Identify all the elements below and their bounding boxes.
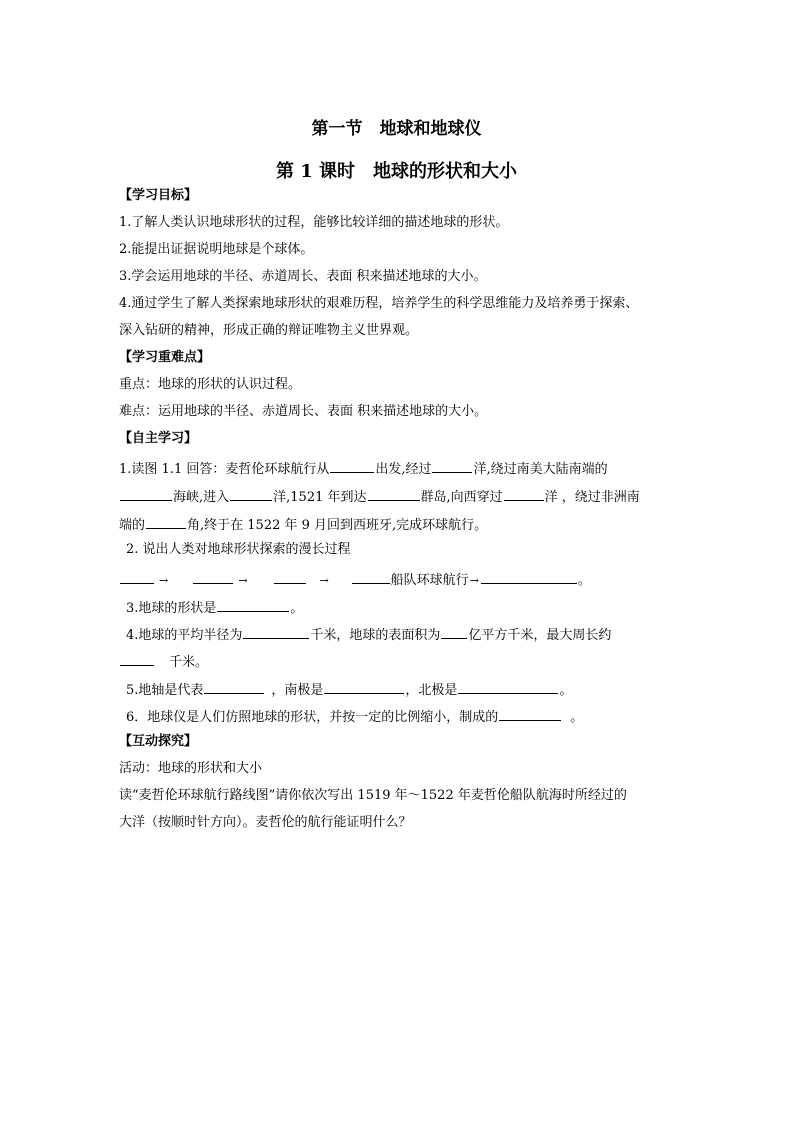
q5-blank-axis[interactable] — [204, 678, 264, 694]
q5-blank-north-pole[interactable] — [458, 678, 558, 694]
q1-blank-ocean-3[interactable] — [504, 485, 544, 501]
objective-4: 4.通过学生了解人类探索地球形状的艰难历程，培养学生的科学思维能力及培养勇于探索、 — [119, 296, 639, 311]
q1-text-a: 1.读图 1.1 回答：麦哲伦环球航行从 — [119, 462, 330, 477]
objective-3: 3.学会运用地球的半径、赤道周长、表面 积来描述地球的大小。 — [119, 269, 487, 284]
q1-text-h: 端的 — [119, 518, 146, 533]
q3-blank-shape[interactable] — [217, 596, 289, 612]
objective-4-cont: 深入钻研的精神，形成正确的辩证唯物主义世界观。 — [119, 323, 419, 338]
q1-text-g: 洋 ，绕过非洲南 — [544, 490, 640, 505]
q1-text-d: 海峡,进入 — [173, 490, 230, 505]
q1-blank-start[interactable] — [330, 457, 374, 473]
q1-text-f: 群岛,向西穿过 — [420, 490, 503, 505]
q4-text-c: 亿平方千米，最大周长约 — [468, 628, 612, 643]
q2-fleet-label: 船队环球航行 — [390, 573, 469, 588]
arrow-icon: → — [469, 574, 479, 587]
key-points-heading: 【学习重难点】 — [119, 350, 211, 365]
q2-blank-5[interactable] — [481, 568, 577, 584]
q2-blank-1[interactable] — [120, 568, 154, 584]
q6-text-b: 。 — [570, 710, 584, 725]
inquiry-heading: 【互动探究】 — [119, 734, 198, 749]
question-2: 2. 说出人类对地球形状探索的漫长过程 — [126, 542, 351, 557]
arrow-icon: → — [238, 574, 248, 587]
q1-text-c: 洋,绕过南美大陆南端的 — [473, 462, 608, 477]
question-4 — [126, 623, 611, 646]
self-study-heading: 【自主学习】 — [119, 431, 198, 446]
q2-end: 。 — [577, 573, 591, 588]
q6-blank-model[interactable] — [499, 705, 561, 721]
q1-text-i: 角,终于在 1522 年 9 月回到西班牙,完成环球航行。 — [187, 518, 488, 533]
question-1-line-2 — [119, 485, 640, 508]
q2-blank-3[interactable] — [274, 568, 306, 584]
q1-blank-islands[interactable] — [368, 485, 420, 501]
q2-blank-4[interactable] — [352, 568, 390, 584]
q4-blank-circumference[interactable] — [120, 650, 154, 666]
question-3 — [126, 596, 303, 619]
question-2-chain — [119, 568, 591, 591]
objective-2: 2.能提出证据说明地球是个球体。 — [119, 242, 314, 257]
q1-text-b: 出发,经过 — [375, 462, 432, 477]
objectives-heading: 【学习目标】 — [119, 188, 198, 203]
difficulty-point: 难点：运用地球的半径、赤道周长、表面 积来描述地球的大小。 — [119, 404, 488, 419]
q4-blank-radius[interactable] — [243, 623, 309, 639]
q1-blank-cape[interactable] — [146, 513, 186, 529]
question-1-line-1 — [119, 457, 608, 480]
q4-text-b: 千米，地球的表面积为 — [310, 628, 441, 643]
arrow-icon: → — [319, 574, 329, 587]
inquiry-question-line-2: 大洋（按顺时针方向）。麦哲伦的航行能证明什么？ — [119, 815, 412, 830]
question-4-cont — [119, 650, 208, 673]
q1-blank-strait[interactable] — [120, 485, 172, 501]
question-5 — [126, 678, 572, 701]
focus-point: 重点：地球的形状的认识过程。 — [119, 377, 302, 392]
q5-text-b: ，南极是 — [271, 683, 324, 698]
q2-blank-2[interactable] — [193, 568, 233, 584]
arrow-icon: → — [159, 574, 169, 587]
q4-text-d: 千米。 — [169, 655, 209, 670]
q1-blank-ocean-2[interactable] — [230, 485, 272, 501]
q5-text-a: 5.地轴是代表 — [126, 683, 204, 698]
q6-text-a: 6．地球仪是人们仿照地球的形状，并按一定的比例缩小，制成的 — [126, 710, 499, 725]
q5-text-d: 。 — [559, 683, 573, 698]
q4-blank-area[interactable] — [441, 623, 467, 639]
inquiry-question-line-1: 读“麦哲伦环球航行路线图”请你依次写出 1519 年～1522 年麦哲伦船队航海时所经过的 — [119, 788, 627, 803]
q3-text-b: 。 — [290, 601, 304, 616]
lesson-subtitle: 第 1 课时 地球的形状和大小 — [275, 161, 518, 182]
q3-text-a: 3.地球的形状是 — [126, 601, 217, 616]
question-6 — [126, 705, 583, 728]
q5-text-c: ，北极是 — [405, 683, 458, 698]
objective-1: 1.了解人类认识地球形状的过程，能够比较详细的描述地球的形状。 — [119, 215, 509, 230]
section-title: 第一节 地球和地球仪 — [311, 119, 482, 139]
question-1-line-3 — [119, 513, 487, 536]
inquiry-activity: 活动：地球的形状和大小 — [119, 761, 263, 776]
q1-text-e: 洋,1521 年到达 — [273, 490, 367, 505]
q4-text-a: 4.地球的平均半径为 — [126, 628, 243, 643]
q5-blank-south-pole[interactable] — [324, 678, 404, 694]
q1-blank-ocean-1[interactable] — [432, 457, 472, 473]
